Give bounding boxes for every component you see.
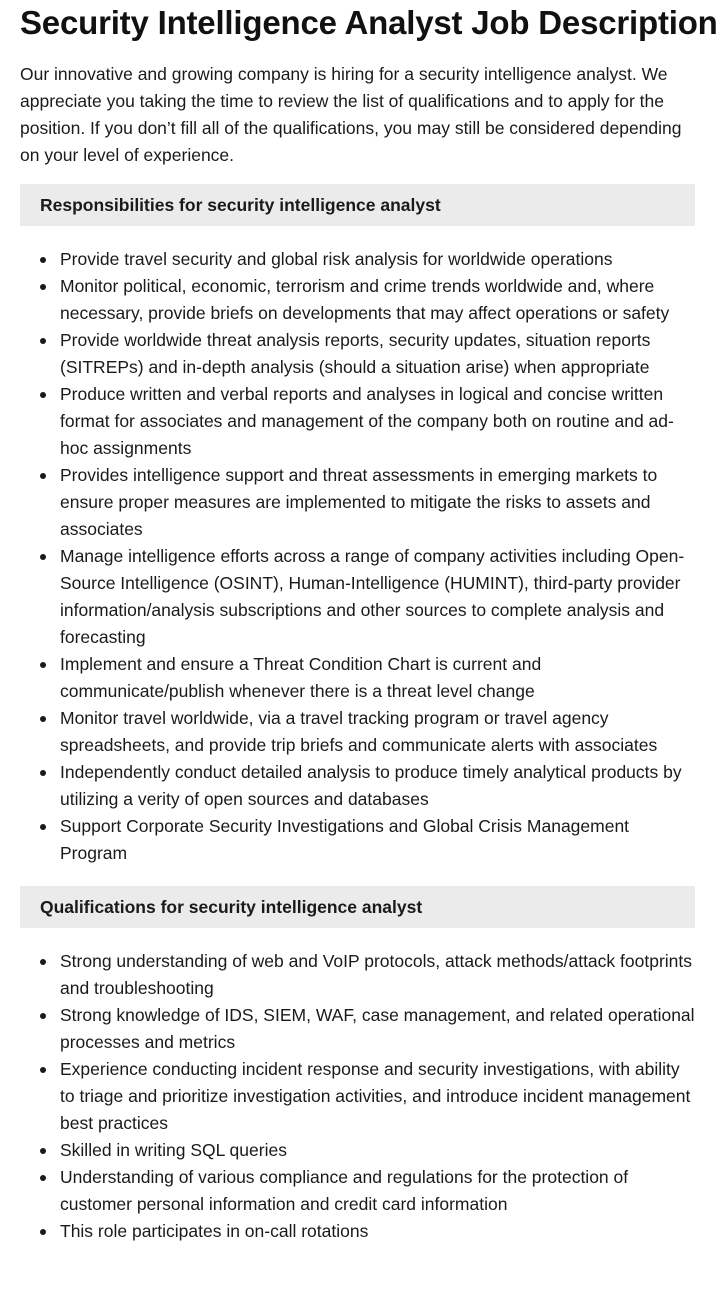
list-item: Strong knowledge of IDS, SIEM, WAF, case management, and related operational processes and metrics xyxy=(60,1002,695,1056)
list-item: Skilled in writing SQL queries xyxy=(60,1137,695,1164)
qualifications-heading: Qualifications for security intelligence analyst xyxy=(20,886,695,928)
responsibilities-heading: Responsibilities for security intelligence analyst xyxy=(20,184,695,226)
intro-paragraph: Our innovative and growing company is hiring for a security intelligence analyst. We appreciate you taking the time to review the list of qualifications and to apply for the position. If you don’t fill all of the qualifications, you may still be considered depending on your level of experience. xyxy=(20,64,682,165)
list-item: This role participates in on-call rotations xyxy=(60,1218,695,1245)
list-item: Provide travel security and global risk analysis for worldwide operations xyxy=(60,246,695,273)
list-item: Implement and ensure a Threat Condition Chart is current and communicate/publish whenever there is a threat level change xyxy=(60,651,695,705)
list-item: Produce written and verbal reports and analyses in logical and concise written format for associates and management of the company both on routine and ad-hoc assignments xyxy=(60,381,695,462)
list-item: Support Corporate Security Investigations and Global Crisis Management Program xyxy=(60,813,695,867)
list-item: Independently conduct detailed analysis to produce timely analytical products by utilizing a verity of open sources and databases xyxy=(60,759,695,813)
list-item: Provide worldwide threat analysis reports, security updates, situation reports (SITREPs) and in-depth analysis (should a situation arise) when appropriate xyxy=(60,327,695,381)
list-item: Monitor travel worldwide, via a travel tracking program or travel agency spreadsheets, and provide trip briefs and communicate alerts with associates xyxy=(60,705,695,759)
qualifications-list xyxy=(20,948,695,1245)
list-item: Understanding of various compliance and regulations for the protection of customer personal information and credit card information xyxy=(60,1164,695,1218)
list-item: Monitor political, economic, terrorism and crime trends worldwide and, where necessary, provide briefs on developments that may affect operations or safety xyxy=(60,273,695,327)
list-item: Provides intelligence support and threat assessments in emerging markets to ensure proper measures are implemented to mitigate the risks to assets and associates xyxy=(60,462,695,543)
list-item: Strong understanding of web and VoIP protocols, attack methods/attack footprints and troubleshooting xyxy=(60,948,695,1002)
list-item: Experience conducting incident response and security investigations, with ability to triage and prioritize investigation activities, and introduce incident management best practices xyxy=(60,1056,695,1137)
page-title: Security Intelligence Analyst Job Description xyxy=(20,4,718,41)
list-item: Manage intelligence efforts across a range of company activities including Open-Source Intelligence (OSINT), Human-Intelligence (HUMINT), third-party provider information/analysis subscriptions and other sources to complete analysis and forecasting xyxy=(60,543,695,651)
responsibilities-list xyxy=(20,246,695,867)
